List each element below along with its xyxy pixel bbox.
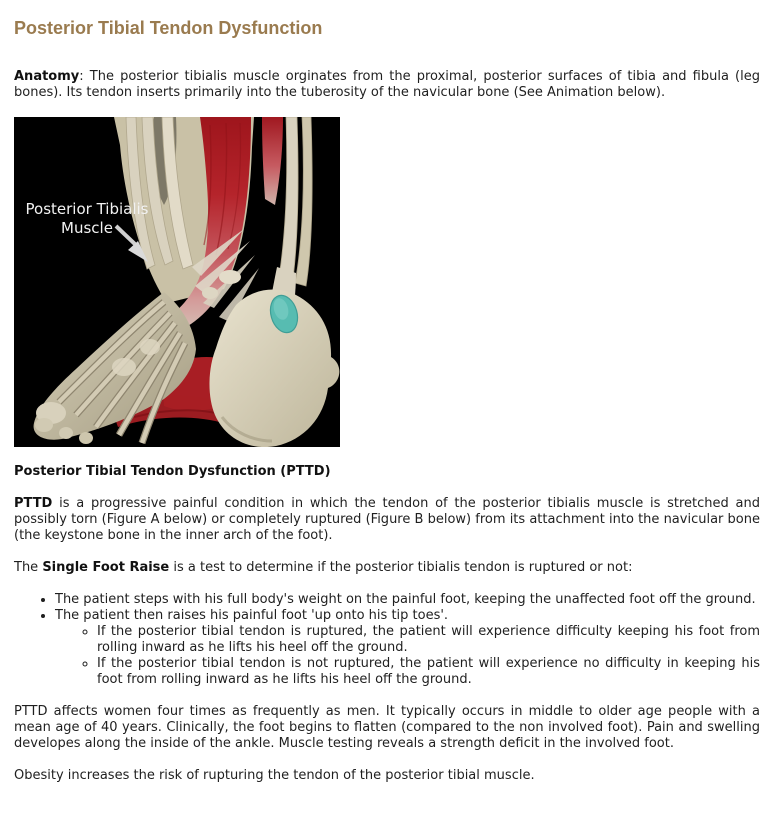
list-item: [55, 608, 760, 688]
anatomy-paragraph: [14, 69, 760, 101]
single-foot-raise-sublist: [55, 624, 760, 688]
list-item-text: The patient then raises his painful foot 'up onto his tip toes'.: [55, 608, 449, 623]
anatomy-label: Anatomy: [14, 69, 80, 84]
sub-list-item: ◦ If the posterior tibial tendon is ruptured, the patient will experience difficulty keeping his foot from rolling inward as he lifts his heel off the ground.: [97, 624, 760, 656]
page-title: Posterior Tibial Tendon Dysfunction: [14, 18, 323, 38]
anatomy-text: : The posterior tibialis muscle orginates from the proximal, posterior surfaces of tibia and fibula (leg bones). Its tendon inserts primarily into the tuberosity of the navicular bone (See Animation below).: [14, 69, 760, 100]
sfr-suffix: is a test to determine if the posterior tibialis tendon is ruptured or not:: [169, 560, 633, 575]
epidemiology-paragraph: PTTD affects women four times as frequently as men. It typically occurs in middle to older age people with a mean age of 40 years. Clinically, the foot begins to flatten (compared to the non involved foot). Pain and swelling developes along the inside of the ankle. Muscle testing reveals a strength deficit in the involved foot.: [14, 704, 760, 751]
figure-label-line1: Posterior Tibialis: [25, 200, 149, 218]
ankle-anatomy-illustration: [14, 117, 340, 447]
toe: [59, 427, 73, 439]
pttd-text: is a progressive painful condition in which the tendon of the posterior tibialis muscle is stretched and possibly torn (Figure A below) or completely ruptured (Figure B below) from its attachment into the navicular bone (the keystone bone in the inner arch of the foot).: [14, 496, 760, 543]
list-item: • The patient steps with his full body's weight on the painful foot, keeping the unaffected foot off the ground.: [55, 592, 760, 608]
pttd-term: PTTD: [14, 496, 53, 511]
midfoot-bone: [112, 358, 136, 376]
pttd-paragraph: [14, 496, 760, 544]
sfr-term: Single Foot Raise: [42, 560, 170, 575]
toe: [35, 418, 53, 432]
anatomy-figure: [14, 117, 340, 447]
figure-label-line2: Muscle: [61, 219, 113, 237]
obesity-paragraph: Obesity increases the risk of rupturing the tendon of the posterior tibial muscle.: [14, 768, 535, 783]
midfoot-bone: [140, 339, 160, 355]
pttd-section-heading: Posterior Tibial Tendon Dysfunction (PTTD): [14, 464, 331, 479]
single-foot-raise-list: [14, 592, 760, 688]
single-foot-raise-paragraph: [14, 560, 760, 576]
ankle-bone-knob: [202, 287, 218, 299]
sfr-prefix: The: [14, 560, 43, 575]
toe: [79, 432, 93, 444]
sub-list-item: ◦ If the posterior tibial tendon is not ruptured, the patient will experience no difficulty in keeping his foot from rolling inward as he lifts his heel off the ground.: [97, 656, 760, 688]
ankle-bone-knob: [219, 270, 241, 284]
